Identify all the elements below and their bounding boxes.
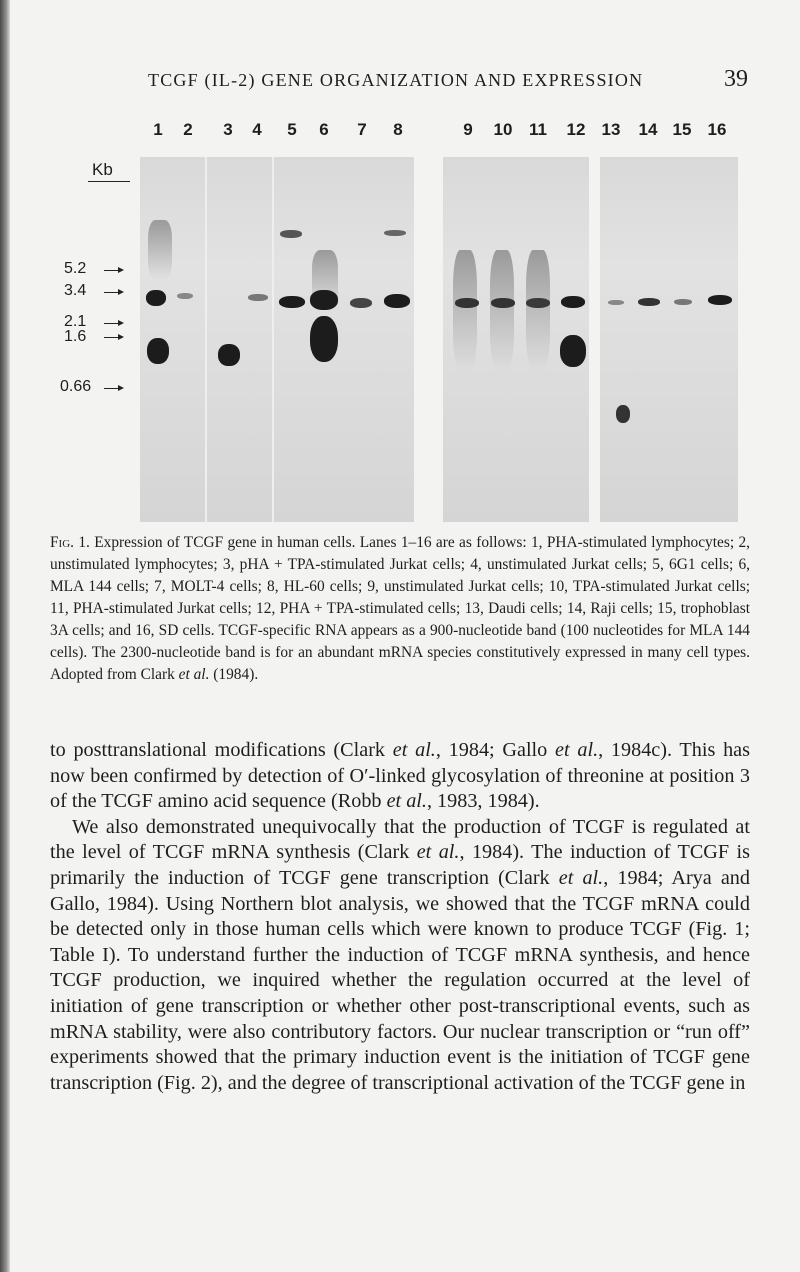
caption-text-end: (1984).: [209, 666, 259, 683]
size-marker: 2.1: [64, 313, 87, 330]
smear: [526, 250, 550, 370]
smear: [148, 220, 172, 280]
et-al: et al.: [386, 790, 427, 813]
kb-unit-label: Kb: [92, 160, 113, 179]
lane-label: 15: [672, 120, 692, 139]
panel-gap: [272, 157, 274, 522]
text-run: We also demonstrated unequivocally that the production of TCGF is regulated at the level of TCGF mRNA synthesis (Clark: [50, 815, 750, 864]
band-lane-15: [674, 299, 692, 305]
band-lane-12-bottom: [560, 335, 586, 367]
band-lane-8: [384, 294, 410, 308]
et-al: et al.: [555, 739, 599, 761]
et-al: et al.: [392, 739, 436, 761]
body-text: [50, 738, 750, 1096]
northern-blot-figure: [60, 120, 750, 530]
text-run: , 1984; Arya and Gallo, 1984). Using Northern blot analysis, we showed that the TCGF mRNA could be detected only in those human cells which were known to produce TCGF (Fig. 1; Table I). To understand further the induction of TCGF mRNA synthesis, and hence TCGF production, we inquired whether the regulation occurred at the level of initiation of gene transcription or whether other post-transcriptional events, such as mRNA stability, were also contributory factors. Our nuclear transcription or “run off” experiments showed that the primary induction event is the initiation of TCGF gene transcription (Fig. 2), and the degree of transcriptional activation of the TCGF gene in: [50, 866, 750, 1094]
band-lane-4: [248, 294, 268, 301]
band-lane-3: [218, 344, 240, 366]
band-lane-1-top: [146, 290, 166, 306]
band-lane-9: [455, 298, 479, 308]
running-head: TCGF (IL-2) GENE ORGANIZATION AND EXPRESSION: [148, 70, 644, 90]
gel-panel-lanes-13-16: [600, 157, 738, 522]
lane-label: 1: [153, 120, 163, 139]
lane-label: 3: [223, 120, 233, 139]
page-number: 39: [724, 66, 748, 92]
marker-arrow-icon: [104, 270, 122, 271]
band-lane-12-top: [561, 296, 585, 308]
lane-label: 10: [493, 120, 513, 139]
band-lane-1-bottom: [147, 338, 169, 364]
marker-arrow-icon: [104, 337, 122, 338]
size-marker: 3.4: [64, 282, 87, 299]
et-al: et al.: [558, 866, 604, 889]
page-binding-shadow: [0, 0, 10, 1272]
band-lane-11: [526, 298, 550, 308]
lane-label: 7: [357, 120, 367, 139]
lane-label: 16: [707, 120, 727, 139]
caption-et-al: et al.: [178, 666, 210, 683]
figure-caption: [50, 532, 750, 686]
band-lane-8-high: [384, 230, 406, 236]
marker-arrow-icon: [104, 323, 122, 324]
text-run: , 1984; Gallo: [435, 739, 556, 761]
band-lane-10: [491, 298, 515, 308]
band-lane-7: [350, 298, 372, 308]
band-lane-6-bottom: [310, 316, 338, 362]
text-run: , 1984). The induction of TCGF is primarily the induction of TCGF gene transcription (Clark: [50, 841, 750, 889]
artifact-spot: [616, 405, 630, 423]
band-lane-16: [708, 295, 732, 305]
marker-arrow-icon: [104, 388, 122, 389]
paragraph-2: [50, 815, 750, 1097]
lane-label: 12: [566, 120, 586, 139]
page-header: [148, 66, 748, 100]
lane-label: 11: [529, 120, 547, 139]
size-marker: 5.2: [64, 260, 87, 277]
lane-label: 4: [252, 120, 262, 139]
et-al: et al.: [416, 841, 460, 864]
size-marker: 1.6: [64, 328, 87, 345]
lane-label: 13: [601, 120, 621, 139]
band-lane-6-top: [310, 290, 338, 310]
text-run: to posttranslational modifications (Clark: [50, 739, 393, 761]
text-run: , 1983, 1984).: [426, 790, 540, 813]
lane-label: 2: [183, 120, 193, 139]
caption-text: Expression of TCGF gene in human cells. Lanes 1–16 are as follows: 1, PHA-stimulated lymphocytes; 2, unstimulated lymphocytes; 3, pHA + TPA-stimulated Jurkat cells; 4, unstimulated Jurkat cells; 5, 6G1 cells; 6, MLA 144 cells; 7, MOLT-4 cells; 8, HL-60 cells; 9, unstimulated Jurkat cells; 10, TPA-stimulated Jurkat cells; 11, PHA-stimulated Jurkat cells; 12, PHA + TPA-stimulated cells; 13, Daudi cells; 14, Raji cells; 15, trophoblast 3A cells; and 16, SD cells. TCGF-specific RNA appears as a 900-nucleotide band (100 nucleotides for MLA 144 cells). The 2300-nucleotide band is for an abundant mRNA species constitutively expressed in many cell types. Adopted from Clark: [50, 534, 751, 683]
size-marker: 0.66: [60, 378, 92, 395]
panel-gap: [205, 157, 207, 522]
band-lane-14: [638, 298, 660, 306]
lane-label: 14: [638, 120, 658, 139]
kb-underline: [88, 181, 130, 182]
lane-label: 6: [319, 120, 329, 139]
band-lane-5: [279, 296, 305, 308]
smear: [453, 250, 477, 370]
band-lane-5-high: [280, 230, 302, 238]
caption-label: Fig. 1.: [50, 534, 90, 551]
lane-label: 5: [287, 120, 297, 139]
band-lane-2: [177, 293, 193, 299]
text-run: , 1984c). This has now been confirmed by detection of O′-linked glycosylation of threonine at position 3 of the TCGF amino acid sequence (Robb: [50, 739, 750, 813]
paragraph-1: [50, 738, 750, 815]
lane-label: 9: [463, 120, 473, 139]
band-lane-13: [608, 300, 624, 305]
gel-panel-lanes-1-8: [140, 157, 414, 522]
smear: [490, 250, 514, 370]
lane-label: 8: [393, 120, 403, 139]
marker-arrow-icon: [104, 292, 122, 293]
